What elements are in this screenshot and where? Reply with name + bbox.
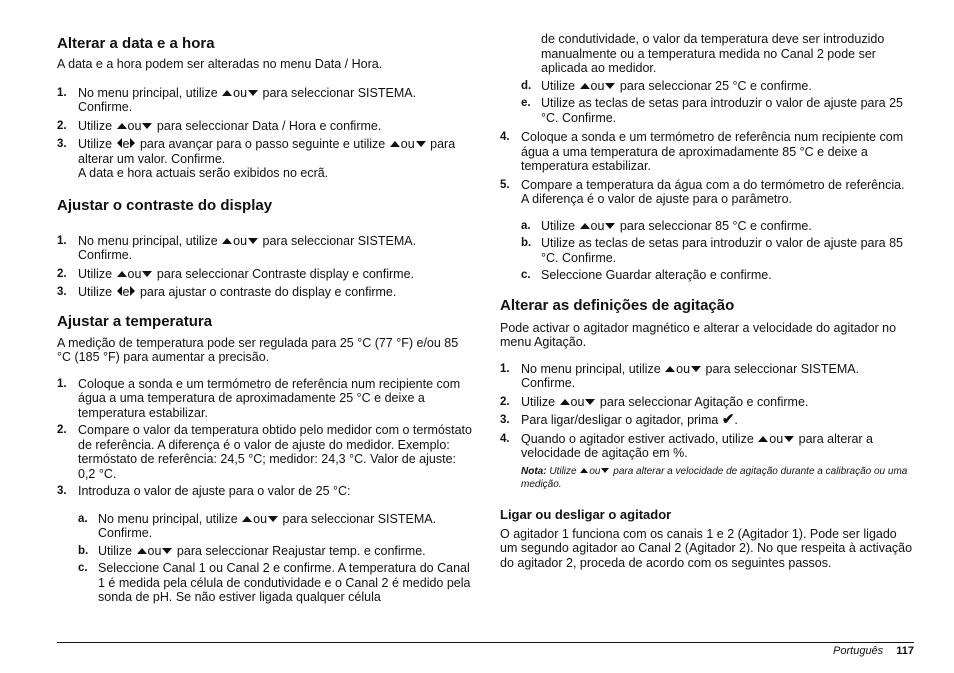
- arrow-up-icon: [560, 399, 570, 405]
- arrow-up-icon: [137, 548, 147, 554]
- arrow-up-icon: [580, 83, 590, 89]
- sub-list-item: c. Seleccione Guardar alteração e confirme.: [521, 268, 772, 282]
- arrow-left-icon: [117, 286, 122, 296]
- arrow-down-icon: [605, 223, 615, 229]
- arrow-up-icon: [222, 90, 232, 96]
- arrow-down-icon: [605, 83, 615, 89]
- list-item: 3. Para ligar/desligar o agitador, prima ✔.: [500, 411, 738, 428]
- list-item: 2. Utilize ou para seleccionar Contraste display e confirme.: [57, 266, 414, 281]
- subsection-text: O agitador 1 funciona com os canais 1 e 2 (Agitador 1). Pode ser ligado um segundo agitador ao Canal 2 (Agitador 2). No que respeita à activação do agitador 2, proceda de acordo com os seguintes passos.: [500, 526, 913, 570]
- arrow-up-icon: [117, 271, 127, 277]
- list-item: 1. Coloque a sonda e um termómetro de referência num recipiente com água a uma temperatura de aproximadamente 25 °C e deixe a temperatura estabilizar.: [57, 376, 461, 420]
- page-footer: [833, 645, 914, 658]
- list-item: 2. Utilize ou para seleccionar Data / Hora e confirme.: [57, 118, 382, 133]
- arrow-down-icon: [162, 548, 172, 554]
- left-column: [57, 30, 472, 605]
- section-intro: Pode activar o agitador magnético e alterar a velocidade do agitador no menu Agitação.: [500, 320, 897, 349]
- page-number: 117: [896, 645, 914, 657]
- subsection-title-stirrer-on-off: Ligar ou desligar o agitador: [500, 506, 672, 522]
- right-column: [500, 32, 914, 570]
- arrow-up-icon: [758, 436, 768, 442]
- section-title-temperature: Ajustar a temperatura: [57, 312, 213, 330]
- list-item: 1. No menu principal, utilize ou para seleccionar SISTEMA. Confirme.: [57, 233, 417, 262]
- list-item: 4. Coloque a sonda e um termómetro de referência num recipiente com água a uma temperatura de aproximadamente 85 °C e deixe a temperatura estabilizar.: [500, 130, 904, 173]
- arrow-up-icon: [665, 366, 675, 372]
- arrow-up-icon: [390, 141, 400, 147]
- list-item: 3. Utilize e para ajustar o contraste do display e confirme.: [57, 285, 397, 299]
- section-title-date-time: Alterar a data e a hora: [57, 35, 215, 52]
- sub-list-item: b. Utilize ou para seleccionar Reajustar temp. e confirme.: [78, 543, 426, 558]
- list-item: 2. Compare o valor da temperatura obtido pelo medidor com o termóstato de referência. A diferença é o valor de ajuste do medidor. Exemplo: termóstato de referência: 24,5 °C; medidor: 24,3 °C. Valor de ajuste: 0,2 °C.: [57, 423, 472, 481]
- arrow-down-icon: [248, 90, 258, 96]
- arrow-down-icon: [142, 271, 152, 277]
- list-item: 2. Utilize ou para seleccionar Agitação e confirme.: [500, 394, 809, 409]
- arrow-down-icon: [784, 436, 794, 442]
- checkmark-icon: ✔: [721, 411, 735, 428]
- footer-language: Português: [833, 645, 884, 657]
- list-item: 3. Introduza o valor de ajuste para o valor de 25 °C:: [57, 484, 351, 498]
- arrow-down-icon: [691, 366, 701, 372]
- arrow-down-icon: [248, 238, 258, 244]
- section-title-stirring: Alterar as definições de agitação: [500, 296, 735, 314]
- sub-list-item: a. Utilize ou para seleccionar 85 °C e confirme.: [521, 218, 812, 233]
- arrow-down-icon: [601, 468, 609, 473]
- note: Nota: Utilize ou para alterar a velocidade de agitação durante a calibração ou uma medição.: [521, 465, 908, 490]
- arrow-right-icon: [130, 138, 135, 148]
- arrow-up-icon: [580, 223, 590, 229]
- arrow-down-icon: [268, 516, 278, 522]
- list-item: 4. Quando o agitador estiver activado, utilize ou para alterar a velocidade de agitação em %.: [500, 431, 874, 460]
- section-intro: A medição de temperatura pode ser regulada para 25 °C (77 °F) e/ou 85 °C (185 °F) para aumentar a precisão.: [57, 335, 459, 364]
- footer-divider: [57, 642, 914, 643]
- list-item: 1. No menu principal, utilize ou para seleccionar SISTEMA. Confirme.: [500, 361, 860, 390]
- list-item: 3. Utilize e para avançar para o passo seguinte e utilize ou para alterar um valor. Confirme. A data e hora actuais serão exibidos no ecrã.: [57, 137, 456, 180]
- section-title-contrast: Ajustar o contraste do display: [57, 196, 273, 214]
- arrow-up-icon: [222, 238, 232, 244]
- sub-list-item: b. Utilize as teclas de setas para introduzir o valor de ajuste para 85 °C. Confirme.: [521, 236, 903, 265]
- arrow-down-icon: [585, 399, 595, 405]
- arrow-down-icon: [142, 123, 152, 129]
- arrow-up-icon: [580, 468, 588, 473]
- sub-list-item: c. Seleccione Canal 1 ou Canal 2 e confirme. A temperatura do Canal 1 é medida pela célula de condutividade e o Canal 2 é medido pela sonda de pH. Se não estiver ligada qualquer célula: [78, 561, 471, 604]
- sub-list-item: e. Utilize as teclas de setas para introduzir o valor de ajuste para 25 °C. Confirme.: [521, 96, 903, 125]
- sub-list-item: a. No menu principal, utilize ou para seleccionar SISTEMA. Confirme.: [78, 511, 437, 540]
- section-intro: A data e a hora podem ser alteradas no menu Data / Hora.: [57, 57, 383, 71]
- arrow-up-icon: [117, 123, 127, 129]
- arrow-up-icon: [242, 516, 252, 522]
- sub-list-item: d. Utilize ou para seleccionar 25 °C e confirme.: [521, 78, 812, 93]
- arrow-down-icon: [416, 141, 426, 147]
- list-item: 5. Compare a temperatura da água com a do termómetro de referência. A diferença é o valor de ajuste para o parâmetro.: [500, 177, 905, 206]
- arrow-right-icon: [130, 286, 135, 296]
- sub-list-item-continued: de condutividade, o valor da temperatura deve ser introduzido manualmente ou a temperatura medida no Canal 2 pode ser aplicada ao medidor.: [541, 32, 885, 75]
- list-item: 1. No menu principal, utilize ou para seleccionar SISTEMA. Confirme.: [57, 85, 417, 114]
- arrow-left-icon: [117, 138, 122, 148]
